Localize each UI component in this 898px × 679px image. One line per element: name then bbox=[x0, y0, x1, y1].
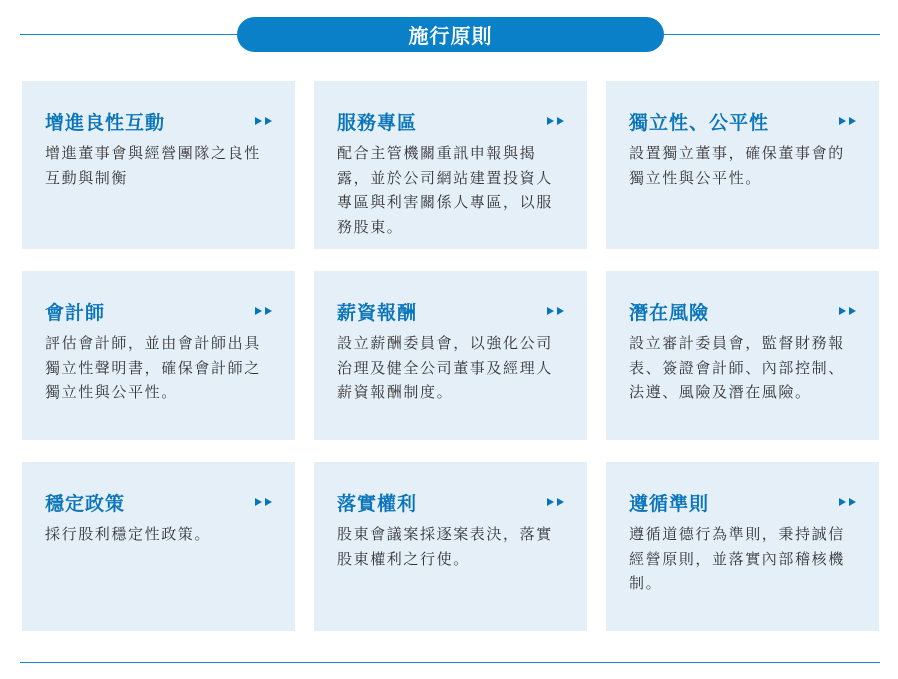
card-title: 穩定政策 bbox=[45, 492, 126, 515]
card-description: 增進董事會與經營團隊之良性互動與制衡 bbox=[45, 144, 261, 187]
double-arrow-icon bbox=[839, 117, 856, 125]
double-arrow-icon bbox=[547, 498, 564, 506]
principle-card[interactable] bbox=[22, 271, 295, 440]
card-description: 設立審計委員會，監督財務報表、簽證會計師、內部控制、法遵、風險及潛在風險。 bbox=[629, 334, 845, 401]
card-description: 股東會議案採逐案表決，落實股東權利之行使。 bbox=[337, 525, 553, 568]
card-description: 配合主管機關重訊申報與揭露，並於公司網站建置投資人專區與利害關係人專區，以服務股東。 bbox=[337, 144, 553, 236]
principle-card[interactable] bbox=[606, 462, 879, 631]
card-description: 設立薪酬委員會，以強化公司治理及健全公司董事及經理人薪資報酬制度。 bbox=[337, 334, 553, 401]
card-description: 採行股利穩定性政策。 bbox=[45, 525, 212, 543]
card-title: 潛在風險 bbox=[629, 301, 710, 324]
principle-card[interactable] bbox=[314, 462, 587, 631]
double-arrow-icon bbox=[547, 117, 564, 125]
card-title: 增進良性互動 bbox=[45, 111, 166, 134]
card-title: 落實權利 bbox=[337, 492, 418, 515]
double-arrow-icon bbox=[547, 307, 564, 315]
principle-card[interactable] bbox=[314, 81, 587, 249]
card-description: 評估會計師，並由會計師出具獨立性聲明書，確保會計師之獨立性與公平性。 bbox=[45, 334, 261, 401]
double-arrow-icon bbox=[839, 307, 856, 315]
card-title: 會計師 bbox=[45, 301, 106, 324]
section-title: 施行原則 bbox=[237, 17, 664, 52]
principle-card[interactable] bbox=[606, 81, 879, 249]
card-description: 設置獨立董事，確保董事會的獨立性與公平性。 bbox=[629, 144, 845, 187]
double-arrow-icon bbox=[839, 498, 856, 506]
principle-card[interactable] bbox=[606, 271, 879, 440]
principles-grid bbox=[22, 81, 879, 631]
card-title: 遵循準則 bbox=[629, 492, 710, 515]
card-title: 薪資報酬 bbox=[337, 301, 418, 324]
footer-divider-line bbox=[20, 662, 880, 663]
principle-card[interactable] bbox=[22, 81, 295, 249]
double-arrow-icon bbox=[255, 498, 272, 506]
double-arrow-icon bbox=[255, 307, 272, 315]
card-title: 服務專區 bbox=[337, 111, 418, 134]
card-description: 遵循道德行為準則，秉持誠信經營原則，並落實內部稽核機制。 bbox=[629, 525, 845, 592]
double-arrow-icon bbox=[255, 117, 272, 125]
card-title: 獨立性、公平性 bbox=[629, 111, 770, 134]
principle-card[interactable] bbox=[314, 271, 587, 440]
principle-card[interactable] bbox=[22, 462, 295, 631]
